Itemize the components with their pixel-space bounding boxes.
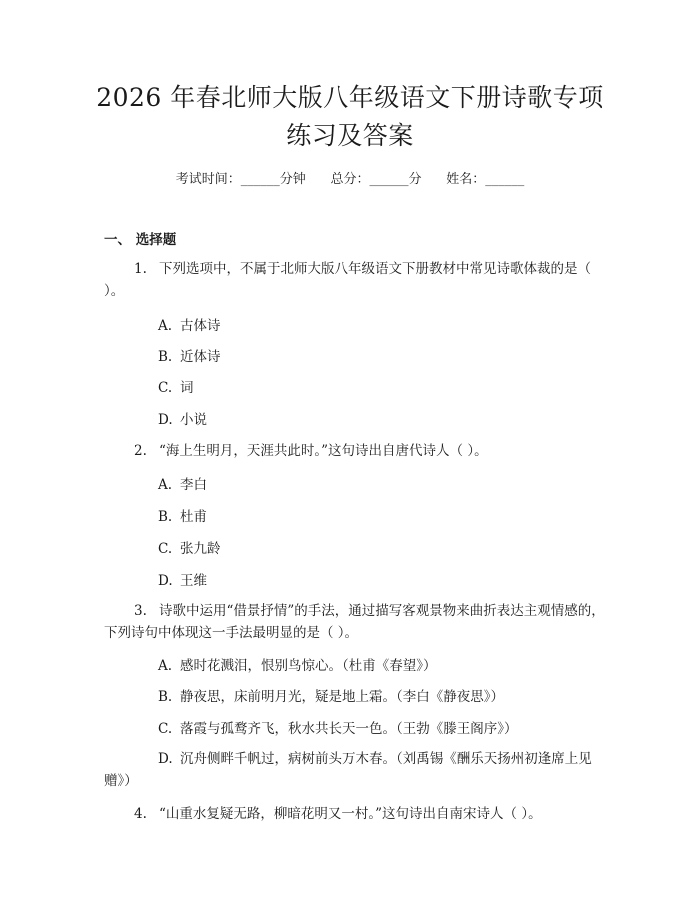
document-title-line-2: 练习及答案	[286, 121, 414, 150]
exam-meta-line: 考试时间：______分钟 总分：______分 姓名：______	[175, 172, 525, 187]
option-a: A. 感时花溅泪，恨别鸟惊心。（杜甫《春望》）	[158, 658, 437, 674]
option-text: 王维	[180, 573, 207, 589]
option-text: 小说	[180, 412, 207, 428]
question-number: 3.	[134, 603, 147, 619]
option-text: 词	[180, 380, 194, 396]
option-text: 古体诗	[180, 318, 221, 334]
question-text: 诗歌中运用“借景抒情”的手法，通过描写客观景物来曲折表达主观情感的，下列诗句中体现这一手法最明显的是（ ）。	[104, 603, 605, 641]
option-b: B. 近体诗	[158, 349, 221, 365]
question-text: “山重水复疑无路，柳暗花明又一村。”这句诗出自南宋诗人（ ）。	[159, 806, 542, 822]
option-text: 张九龄	[180, 541, 221, 557]
section-heading: 一、 选择题	[104, 232, 177, 248]
option-text: 静夜思，床前明月光，疑是地上霜。（李白《静夜思》）	[180, 689, 504, 705]
option-c: C. 词	[158, 380, 194, 396]
question-text: “海上生明月，天涯共此时。”这句诗出自唐代诗人（ ）。	[159, 443, 488, 459]
option-c: C. 落霞与孤鹜齐飞，秋水共长天一色。（王勃《滕王阁序》）	[158, 721, 518, 737]
option-a: A. 李白	[158, 477, 207, 493]
document-title-line-1: 2026 年春北师大版八年级语文下册诗歌专项	[96, 83, 604, 112]
option-text: 杜甫	[180, 509, 207, 525]
option-a: A. 古体诗	[158, 318, 221, 334]
question-number: 2.	[134, 443, 147, 459]
option-d: D. 王维	[158, 573, 207, 589]
option-text: 李白	[180, 477, 207, 493]
option-c: C. 张九龄	[158, 541, 221, 557]
question-text: 下列选项中，不属于北师大版八年级语文下册教材中常见诗歌体裁的是（ ）。	[104, 261, 591, 299]
option-text: 感时花溅泪，恨别鸟惊心。（杜甫《春望》）	[180, 658, 437, 674]
option-text: 近体诗	[180, 349, 221, 365]
option-text: 沉舟侧畔千帆过，病树前头万木春。（刘禹锡《酬乐天扬州初逢席上见赠》）	[104, 751, 592, 789]
option-d: D. 小说	[158, 412, 207, 428]
option-b: B. 静夜思，床前明月光，疑是地上霜。（李白《静夜思》）	[158, 689, 504, 705]
question-number: 1.	[134, 261, 147, 277]
option-text: 落霞与孤鹜齐飞，秋水共长天一色。（王勃《滕王阁序》）	[180, 721, 518, 737]
option-d: D. 沉舟侧畔千帆过，病树前头万木春。（刘禹锡《酬乐天扬州初逢席上见赠》）	[104, 751, 592, 789]
question-number: 4.	[134, 806, 147, 822]
option-b: B. 杜甫	[158, 509, 207, 525]
